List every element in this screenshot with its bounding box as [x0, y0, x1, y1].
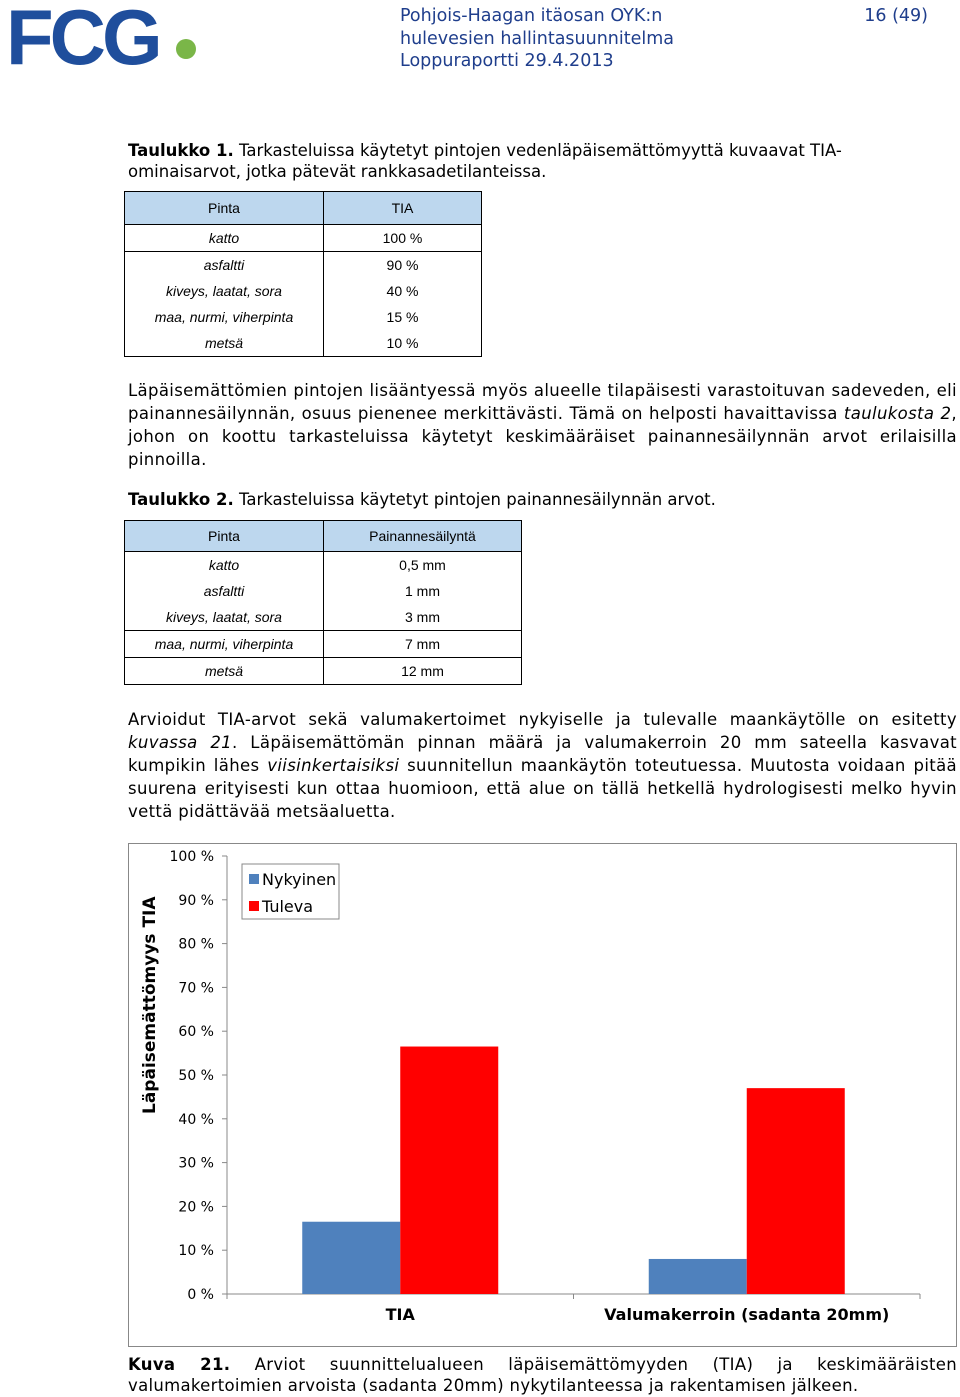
- tia-row-label: metsä: [125, 330, 324, 357]
- paragraph-2-figure-ref: kuvassa 21: [128, 733, 233, 752]
- figure-caption-text: Arviot suunnittelualueen läpäisemättömyyden (TIA) ja keskimääräisten valumakertoimien arvoista (sadanta 20mm) nykytilanteessa ja rakentamisen jälkeen.: [128, 1355, 957, 1395]
- figure-caption: [128, 1354, 957, 1396]
- ds-row-label: maa, nurmi, viherpinta: [125, 631, 324, 658]
- title-line-2: hulevesien hallintasuunnitelma: [400, 28, 675, 49]
- chart-y-tick-label: 100 %: [169, 849, 214, 865]
- ds-row-value: 1 mm: [405, 583, 440, 599]
- ds-table-header-pinta: Pinta: [125, 521, 324, 552]
- title-line-1: Pohjois-Haagan itäosan OYK:n: [400, 6, 663, 26]
- page-number: 16 (49): [864, 6, 928, 26]
- chart-y-tick-label: 70 %: [178, 980, 214, 997]
- tia-row-value: 90 %: [386, 257, 419, 273]
- chart-legend-label-nykyinen: Nykyinen: [262, 870, 337, 889]
- chart-legend-label-tuleva: Tuleva: [262, 897, 314, 916]
- chart-legend-swatch-tuleva: [249, 901, 259, 911]
- title-line-3: Loppuraportti 29.4.2013: [400, 51, 614, 71]
- ds-row-label: kiveys, laatat, sora: [125, 604, 324, 631]
- paragraph-2-emphasis: viisinkertaisiksi: [267, 756, 400, 775]
- tia-table-header-tia: TIA: [324, 192, 482, 225]
- paragraph-2-text: Arvioidut TIA-arvot sekä valumakertoimet nykyiselle ja tulevalle maankäytölle on esitetty: [128, 710, 957, 729]
- ds-row-value: 12 mm: [401, 663, 444, 679]
- ds-row-value: 3 mm: [324, 604, 522, 631]
- chart-legend-swatch-nykyinen: [249, 874, 259, 884]
- paragraph-1-text-end: , johon on koottu tarkasteluissa käytetyt keskimääräiset painannesäilynnän arvot erilaisilla pinnoilla.: [128, 404, 957, 469]
- paragraph-2-text-end: suunnitellun maankäytön toteutuessa. Muutosta voidaan pitää suurena erityisesti kun ottaa huomioon, että alue on tällä hetkellä hydrologisesti melko hyvin vettä pidättävää metsäaluetta.: [128, 756, 958, 821]
- tia-row-label: kiveys, laatat, sora: [125, 278, 324, 304]
- chart-y-tick-label: 40 %: [178, 1111, 214, 1128]
- table2-caption-text: Tarkasteluissa käytetyt pintojen painannesäilynnän arvot.: [233, 490, 716, 509]
- chart-y-tick-label: 30 %: [178, 1155, 214, 1172]
- tia-row-value: 15 %: [386, 309, 419, 325]
- paragraph-1-table-ref: taulukosta 2: [843, 404, 952, 423]
- paragraph-2-text-mid: . Läpäisemättömän pinnan määrä ja valumakerroin 20 mm sateella kasvavat kumpikin lähes: [128, 733, 958, 775]
- chart-y-tick-label: 0 %: [187, 1287, 214, 1303]
- tia-row-label: maa, nurmi, viherpinta: [125, 304, 324, 330]
- ds-row-value: 0,5 mm: [399, 557, 446, 573]
- ds-row-label: metsä: [125, 658, 324, 685]
- tia-row-value: 40 %: [386, 283, 419, 299]
- chart-y-tick-label: 10 %: [178, 1243, 214, 1260]
- tia-row-label: asfaltti: [125, 252, 324, 279]
- ds-table-header-value: Painannesäilyntä: [324, 521, 522, 552]
- table1-caption-label: Taulukko 1.: [128, 141, 234, 160]
- chart-bar-nykyinen: [649, 1259, 747, 1294]
- chart-bar-tuleva: [400, 1047, 498, 1294]
- table2-caption-label: Taulukko 2.: [128, 490, 234, 509]
- chart-y-tick-label: 20 %: [178, 1199, 214, 1216]
- chart-y-axis-label: Läpäisemättömyys TIA: [140, 896, 160, 1114]
- chart-bar-tuleva: [747, 1088, 845, 1294]
- ds-row-label: asfaltti: [125, 578, 324, 604]
- chart-y-tick-label: 50 %: [178, 1068, 214, 1084]
- tia-row-label: katto: [125, 225, 324, 252]
- chart-category-label: Valumakerroin (sadanta 20mm): [604, 1305, 890, 1324]
- tia-row-value: 10 %: [386, 335, 419, 351]
- chart-y-tick-label: 90 %: [178, 892, 214, 909]
- logo-text: FCG: [6, 2, 159, 72]
- table1-caption-text: Tarkasteluissa käytetyt pintojen vedenläpäisemättömyyttä kuvaavat TIA-ominaisarvot, jotka pätevät rankkasadetilanteissa.: [128, 141, 842, 181]
- chart-category-label: TIA: [385, 1305, 415, 1324]
- tia-table-header-pinta: Pinta: [125, 192, 324, 225]
- paragraph-1-text: Läpäisemättömien pintojen lisääntyessä myös alueelle tilapäisesti varastoituvan sadeveden, eli painannesäilynnän, osuus pienenee merkittävästi. Tämä on helposti havaittavissa: [128, 381, 957, 423]
- chart-y-tick-label: 60 %: [178, 1024, 214, 1041]
- chart-bar-nykyinen: [302, 1222, 400, 1294]
- tia-row-value: 100 %: [324, 225, 482, 252]
- chart-y-tick-label: 80 %: [178, 936, 214, 953]
- figure-caption-label: Kuva 21.: [128, 1355, 231, 1374]
- ds-row-value: 7 mm: [324, 631, 522, 658]
- ds-row-label: katto: [125, 552, 324, 579]
